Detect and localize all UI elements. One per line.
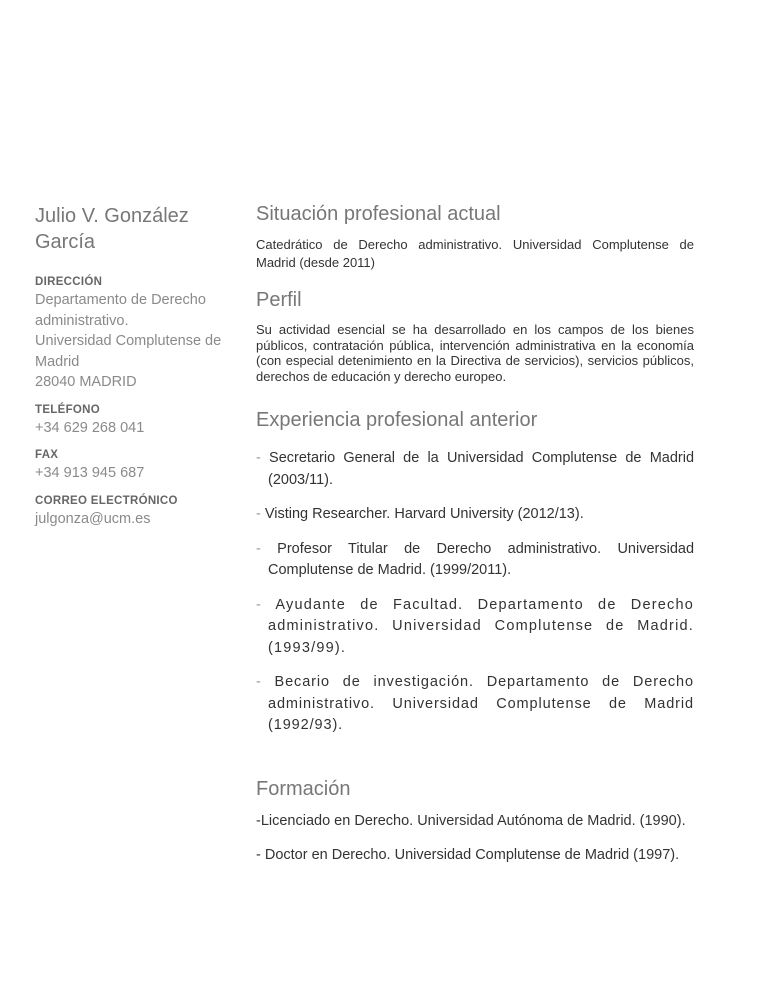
current-position-text: Catedrático de Derecho administrativo. Universidad Complutense de Madrid (desde 2011): [256, 237, 694, 270]
experience-list: [256, 448, 694, 737]
profile-text: Su actividad esencial se ha desarrollado en los campos de los bienes públicos, contratación pública, intervención administrativa en la economía (con especial detenimiento en la Directiva de servicios), servicios públicos, derechos de educación y derecho europeo.: [256, 322, 694, 384]
list-item: - Visting Researcher. Harvard University (2012/13).: [256, 506, 584, 522]
current-position-heading: Situación profesional actual: [256, 203, 501, 225]
email-link[interactable]: julgonza@ucm.es: [35, 510, 151, 527]
education-item: - Doctor en Derecho. Universidad Complutense de Madrid (1997).: [256, 847, 680, 863]
item-text: Becario de investigación. Departamento de Derecho administrativo. Universidad Complutense de Madrid (1992/93).: [268, 674, 694, 733]
list-item: - Becario de investigación. Departamento de Derecho administrativo. Universidad Complutense de Madrid (1992/93).: [256, 674, 694, 733]
item-text: Visting Researcher. Harvard University (2012/13).: [264, 506, 584, 522]
email-label: CORREO ELECTRÓNICO: [35, 494, 178, 507]
address-line: 28040 MADRID: [35, 374, 137, 390]
education-item: -Licenciado en Derecho. Universidad Autónoma de Madrid. (1990).: [256, 812, 686, 829]
item-text: Ayudante de Facultad. Departamento de Derecho administrativo. Universidad Complutense de Madrid. (1993/99).: [268, 596, 694, 656]
main-content: [256, 200, 694, 880]
address-label: DIRECCIÓN: [35, 276, 103, 288]
address: [35, 290, 235, 393]
phone: +34 629 268 041: [35, 419, 145, 436]
phone-label: TELÉFONO: [35, 403, 101, 416]
contact-sidebar: [35, 203, 235, 540]
fax: +34 913 945 687: [35, 465, 145, 481]
list-item: - Profesor Titular de Derecho administrativo. Universidad Complutense de Madrid. (1999/2011).: [256, 540, 695, 578]
education-heading: Formación: [256, 777, 351, 800]
address-line: Departamento de Derecho administrativo.: [35, 292, 206, 329]
item-text: Secretario General de la Universidad Complutense de Madrid (2003/11).: [268, 450, 695, 488]
address-line: Universidad Complutense de Madrid: [35, 333, 222, 370]
list-item: - Ayudante de Facultad. Departamento de Derecho administrativo. Universidad Complutense de Madrid. (1993/99).: [256, 596, 694, 656]
experience-heading: Experiencia profesional anterior: [256, 409, 538, 431]
person-name: Julio V. González García: [35, 205, 189, 253]
fax-label: FAX: [35, 449, 59, 461]
item-text: Profesor Titular de Derecho administrativo. Universidad Complutense de Madrid. (1999/2011).: [268, 540, 695, 578]
profile-heading: Perfil: [256, 289, 302, 311]
list-item: - Secretario General de la Universidad Complutense de Madrid (2003/11).: [256, 450, 695, 488]
